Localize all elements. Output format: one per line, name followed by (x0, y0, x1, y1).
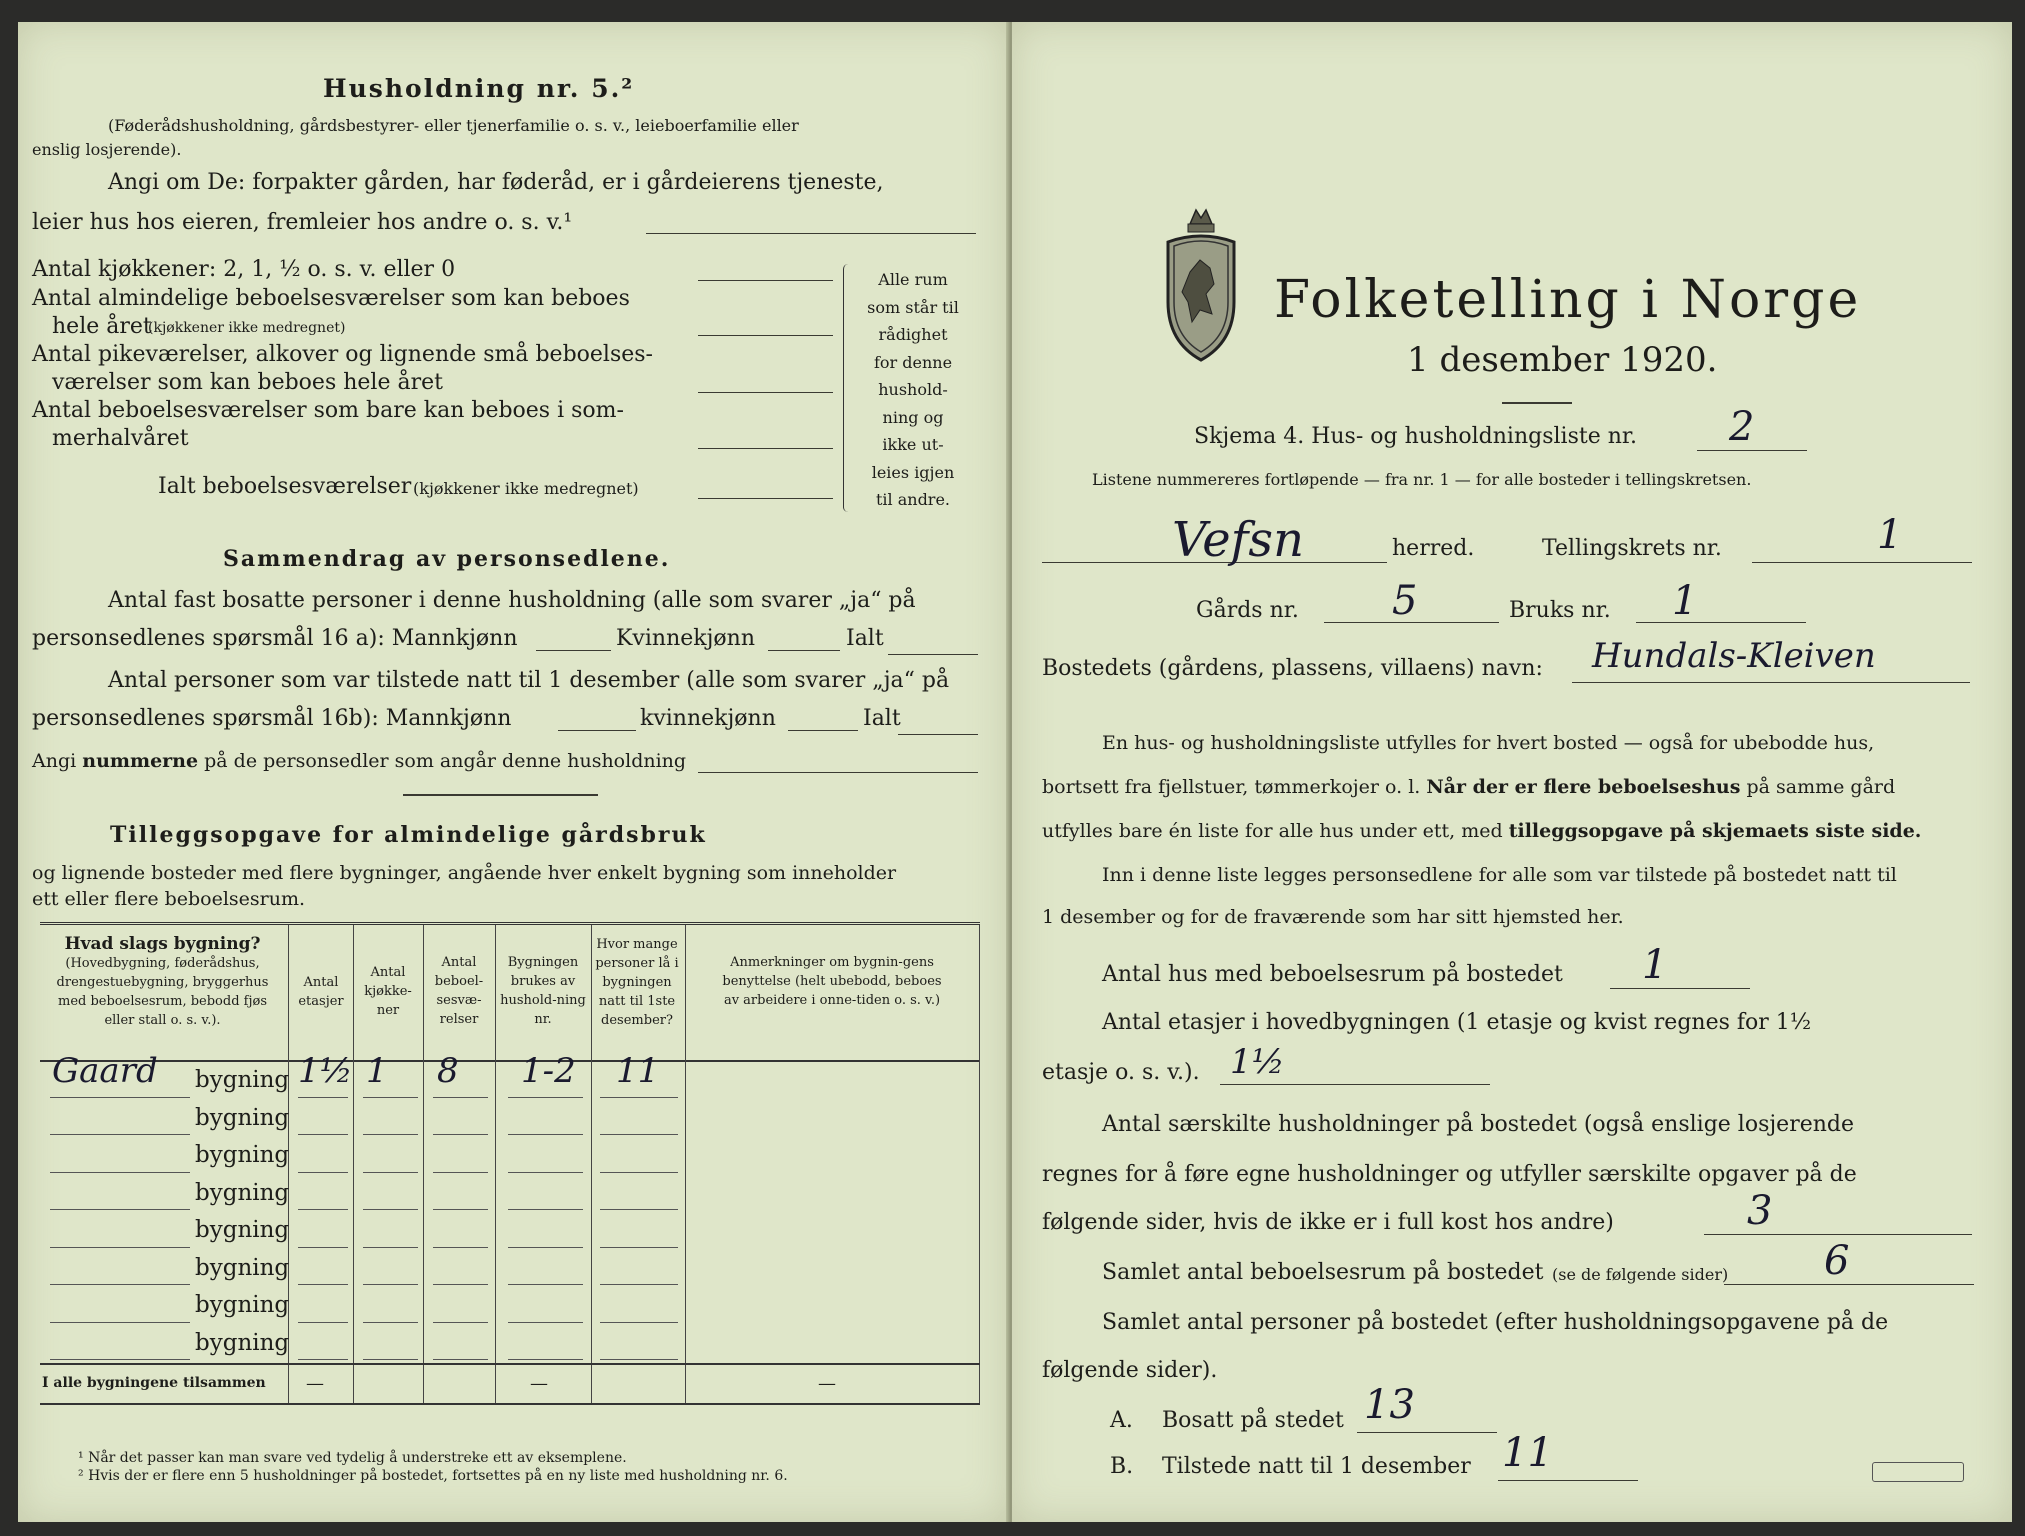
answer-line (698, 498, 833, 499)
cell-line (600, 1322, 678, 1323)
header-rule (40, 1060, 980, 1062)
para-line (1042, 776, 1895, 798)
intro-line: enslig losjerende). (32, 140, 182, 159)
hus-value: 1 (1642, 942, 1668, 988)
answer-line (1498, 1480, 1638, 1481)
answer-line (1704, 1234, 1972, 1235)
samlet-rum-value: 6 (1824, 1238, 1850, 1284)
answer-line (536, 650, 611, 651)
cell-line (433, 1134, 488, 1135)
col-rule (979, 925, 980, 1405)
para-text: på samme gård (1746, 776, 1896, 798)
answer-line (888, 654, 978, 655)
row-label: bygning (195, 1104, 290, 1131)
col-header-sub: (Hovedbygning, føderådshus, drengestuebygning, bryggerhus med beboelsesrum, bebodd fjøs eller stall o. s. v.). (56, 956, 269, 1028)
row-entry-line (50, 1097, 190, 1098)
row-label: bygning (195, 1142, 290, 1168)
table-bottom-rule (40, 1403, 980, 1405)
cell-line (363, 1209, 418, 1210)
cell-line (363, 1134, 418, 1135)
cell-line (363, 1322, 418, 1323)
row-entry-line (50, 1284, 190, 1285)
row-label: bygning (195, 1329, 290, 1356)
answer-line (1724, 1284, 1974, 1285)
b-text: Tilstede natt til 1 desember (1162, 1454, 1471, 1479)
answer-line (1636, 622, 1806, 623)
row-label: bygning (195, 1254, 290, 1281)
col-header-kjokkener: Antal kjøkke-ner (364, 965, 412, 1018)
etasjer-value: 1½ (1230, 1042, 1285, 1082)
etasjer-line: etasje o. s. v.). (1042, 1060, 1200, 1085)
para-text: tilleggsopgave på skjemaets siste side. (1508, 820, 1922, 842)
cell-line (363, 1172, 418, 1173)
row-label: bygning (195, 1067, 290, 1093)
census-date: 1 desember 1920. (1407, 340, 1718, 380)
cell-line (508, 1134, 583, 1135)
divider (403, 794, 598, 796)
household-title: Husholdning nr. 5.² (323, 74, 635, 103)
listene-note: Listene nummereres fortløpende — fra nr. 1 — for alle bosteder i tellingskretsen. (1092, 470, 1752, 489)
answer-line (698, 448, 833, 449)
fast-line: personsedlenes spørsmål 16 a): Mannkjønn (32, 626, 518, 651)
brace (843, 264, 848, 512)
answer-line (1357, 1432, 1497, 1433)
bruks-label: Bruks nr. (1509, 598, 1611, 623)
alm-label: hele året (52, 314, 152, 339)
ialt-rooms-note: (kjøkkener ikke medregnet) (413, 479, 639, 498)
hus-label: Antal hus med beboelsesrum på bostedet (1102, 962, 1563, 987)
row-label: bygning (195, 1292, 290, 1318)
cell-line (298, 1284, 348, 1285)
angi-num-text: på de personsedler som angår denne husholdning (204, 750, 687, 772)
side-note-line: til andre. (875, 490, 951, 509)
side-note-line: ikke ut- (882, 435, 944, 454)
tellingskrets-label: Tellingskrets nr. (1542, 536, 1722, 561)
fast-line: Antal fast bosatte personer i denne husholdning (alle som svarer „ja“ på (108, 588, 916, 613)
side-note-line: rådighet (878, 325, 948, 344)
answer-line (698, 335, 833, 336)
cell-line (298, 1172, 348, 1173)
fast-line: Ialt (846, 626, 884, 651)
cell-line (433, 1322, 488, 1323)
cell-line (298, 1097, 348, 1098)
cell-line (600, 1284, 678, 1285)
pike-label: Antal pikeværelser, alkover og lignende små beboelses- (32, 342, 653, 367)
tilst-line: personsedlenes spørsmål 16b): Mannkjønn (32, 706, 512, 731)
answer-line (698, 772, 978, 773)
cell-line (508, 1284, 583, 1285)
a-text: Bosatt på stedet (1162, 1408, 1344, 1433)
side-note-line: hushold- (878, 380, 948, 399)
row-entry-line (50, 1359, 190, 1360)
total-label: I alle bygningene tilsammen (42, 1375, 266, 1391)
para-text: bortsett fra fjellstuer, tømmerkojer o. l. (1042, 776, 1421, 798)
row-building-type: Gaard (52, 1051, 158, 1091)
angi-num-line (32, 750, 686, 772)
cell-line (433, 1097, 488, 1098)
bosted-value: Hundals-Kleiven (1592, 636, 1876, 676)
cell-line (508, 1247, 583, 1248)
answer-line (1610, 988, 1750, 989)
gards-value: 5 (1392, 578, 1418, 624)
a-value: 13 (1364, 1382, 1415, 1428)
tillegg-line: og lignende bosteder med flere bygninger, angående hver enkelt bygning som inneholder (32, 862, 897, 884)
samlet-pers-line: Samlet antal personer på bostedet (efter husholdningsopgavene på de (1102, 1310, 1889, 1335)
answer-line (1752, 562, 1972, 563)
cell-line (600, 1209, 678, 1210)
side-note (853, 266, 973, 514)
cell-line (298, 1322, 348, 1323)
col-header-personer: Hvor mange personer lå i bygningen natt til 1ste desember? (595, 937, 679, 1028)
cell-line (600, 1172, 678, 1173)
cell-line (600, 1247, 678, 1248)
answer-line (768, 650, 840, 651)
samlet-pers-line: følgende sider). (1042, 1358, 1218, 1383)
col-rule (353, 925, 354, 1405)
gards-label: Gårds nr. (1196, 598, 1299, 623)
cell-line (298, 1134, 348, 1135)
b-value: 11 (1502, 1430, 1553, 1476)
col-rule (423, 925, 424, 1405)
saer-line: følgende sider, hvis de ikke er i full kost hos andre) (1042, 1210, 1614, 1235)
cell-line (298, 1247, 348, 1248)
tillegg-line: ett eller flere beboelsesrum. (32, 888, 306, 910)
row-value: 1 (366, 1051, 388, 1091)
answer-line (646, 233, 976, 234)
cell-line (508, 1359, 583, 1360)
a-label: A. (1110, 1408, 1133, 1433)
kjokkener-label: Antal kjøkkener: 2, 1, ½ o. s. v. eller 0 (32, 257, 456, 282)
col-header-vaerelser: Antal beboel-sesvæ-relser (434, 955, 484, 1027)
b-label: B. (1110, 1454, 1134, 1479)
cell-line (363, 1284, 418, 1285)
total-rule (40, 1363, 980, 1365)
side-note-line: Alle rum (878, 270, 948, 289)
row-entry-line (50, 1134, 190, 1135)
total-dash: — (818, 1373, 836, 1394)
cell-line (433, 1209, 488, 1210)
som-label: Antal beboelsesværelser som bare kan beboes i som- (32, 398, 624, 423)
row-entry-line (50, 1247, 190, 1248)
alm-label: Antal almindelige beboelsesværelser som kan beboes (32, 286, 630, 311)
row-value: 8 (437, 1051, 459, 1091)
row-entry-line (50, 1209, 190, 1210)
col-rule (591, 925, 592, 1405)
row-label: bygning (195, 1179, 290, 1206)
angi-num-text: nummerne (82, 750, 199, 772)
col-header-husholdning: Bygningen brukes av hushold-ning nr. (500, 955, 586, 1027)
row-value: 11 (616, 1051, 660, 1091)
para-text: Når der er flere beboelseshus (1426, 776, 1741, 798)
cell-line (363, 1097, 418, 1098)
col-rule (495, 925, 496, 1405)
para-line (1042, 820, 1921, 842)
row-value: 1½ (298, 1051, 353, 1091)
buildings-table (40, 922, 980, 1405)
tellingskrets-value: 1 (1877, 512, 1903, 558)
cell-line (508, 1172, 583, 1173)
answer-line (898, 734, 978, 735)
saer-line: Antal særskilte husholdninger på bostedet (også enslige losjerende (1102, 1112, 1855, 1137)
cell-line (600, 1359, 678, 1360)
som-label: merhalvåret (52, 426, 189, 451)
side-note-line: som står til (867, 297, 959, 317)
printer-stamp (1872, 1462, 1964, 1482)
angi-num-text: Angi (32, 750, 77, 772)
footnote: ² Hvis der er flere enn 5 husholdninger på bostedet, fortsettes på en ny liste med husholdning nr. 6. (78, 1468, 788, 1484)
total-dash: — (306, 1373, 324, 1394)
cell-line (600, 1097, 678, 1098)
row-entry-line (50, 1172, 190, 1173)
bruks-value: 1 (1672, 578, 1698, 624)
tilst-line: Ialt (863, 706, 901, 731)
col-header-anmerkninger: Anmerkninger om bygnin-gens benyttelse (helt ubebodd, beboes av arbeidere i onne-tiden o. s. v.) (722, 955, 942, 1008)
etasjer-line: Antal etasjer i hovedbygningen (1 etasje og kvist regnes for 1½ (1102, 1010, 1812, 1035)
cell-line (433, 1247, 488, 1248)
side-note-line: ning og (882, 407, 944, 427)
total-dash: — (530, 1373, 548, 1394)
cell-line (433, 1172, 488, 1173)
row-value: 1-2 (521, 1051, 576, 1091)
herred-label: herred. (1392, 536, 1475, 561)
cell-line (508, 1322, 583, 1323)
tillegg-title: Tilleggsopgave for almindelige gårdsbruk (110, 822, 707, 848)
right-page (1012, 22, 2012, 1522)
bosted-label: Bostedets (gårdens, plassens, villaens) navn: (1042, 656, 1543, 681)
answer-line (698, 392, 833, 393)
side-note-line: for denne (873, 352, 953, 372)
cell-line (298, 1209, 348, 1210)
tilst-line: Antal personer som var tilstede natt til 1 desember (alle som svarer „ja“ på (108, 668, 950, 693)
answer-line (1697, 450, 1807, 451)
answer-line (788, 730, 858, 731)
cell-line (363, 1247, 418, 1248)
coat-of-arms-icon (1160, 202, 1242, 377)
col-header-etasjer: Antal etasjer (298, 975, 344, 1009)
para-line: Inn i denne liste legges personsedlene for alle som var tilstede på bostedet natt til (1102, 864, 1897, 886)
col-rule (685, 925, 686, 1405)
alm-note: (kjøkkener ikke medregnet) (148, 320, 346, 336)
saer-line: regnes for å føre egne husholdninger og utfyller særskilte opgaver på de (1042, 1162, 1857, 1187)
census-title: Folketelling i Norge (1274, 270, 1862, 330)
col-header-title: Hvad slags bygning? (64, 934, 261, 954)
summary-title: Sammendrag av personsedlene. (223, 546, 671, 572)
answer-line (558, 730, 636, 731)
skjema-label: Skjema 4. Hus- og husholdningsliste nr. (1194, 424, 1637, 449)
fast-line: Kvinnekjønn (616, 626, 755, 651)
divider (1502, 402, 1572, 404)
intro-line: (Føderådshusholdning, gårdsbestyrer- eller tjenerfamilie o. s. v., leieboerfamilie eller (108, 116, 799, 135)
pike-label: værelser som kan beboes hele året (52, 370, 443, 395)
saer-value: 3 (1747, 1188, 1773, 1234)
answer-line (698, 280, 833, 281)
cell-line (433, 1284, 488, 1285)
answer-line (1572, 682, 1970, 683)
cell-line (600, 1134, 678, 1135)
samlet-rum-note: (se de følgende sider) (1552, 1265, 1729, 1284)
cell-line (363, 1359, 418, 1360)
answer-line (1220, 1084, 1490, 1085)
skjema-value: 2 (1729, 404, 1755, 450)
footnote: ¹ Når det passer kan man svare ved tydelig å understreke ett av eksemplene. (78, 1450, 627, 1466)
angi-line: Angi om De: forpakter gården, har føderåd, er i gårdeierens tjeneste, (108, 170, 884, 195)
row-entry-line (50, 1322, 190, 1323)
para-line: En hus- og husholdningsliste utfylles for hvert bosted — også for ubebodde hus, (1102, 732, 1875, 754)
side-note-line: leies igjen (871, 462, 955, 482)
para-text: utfylles bare én liste for alle hus under ett, med (1042, 820, 1503, 842)
tilst-line: kvinnekjønn (640, 706, 776, 731)
row-label: bygning (195, 1217, 290, 1243)
samlet-rum-label: Samlet antal beboelsesrum på bostedet (1102, 1260, 1544, 1285)
cell-line (298, 1359, 348, 1360)
para-line: 1 desember og for de fraværende som har sitt hjemsted her. (1042, 906, 1624, 928)
col-header-type (40, 935, 285, 1030)
angi-line: leier hus hos eieren, fremleier hos andre o. s. v.¹ (32, 210, 573, 235)
ialt-rooms-label: Ialt beboelsesværelser (158, 474, 412, 499)
cell-line (508, 1209, 583, 1210)
left-page (18, 22, 1008, 1522)
cell-line (433, 1359, 488, 1360)
cell-line (508, 1097, 583, 1098)
herred-value: Vefsn (1172, 512, 1304, 568)
